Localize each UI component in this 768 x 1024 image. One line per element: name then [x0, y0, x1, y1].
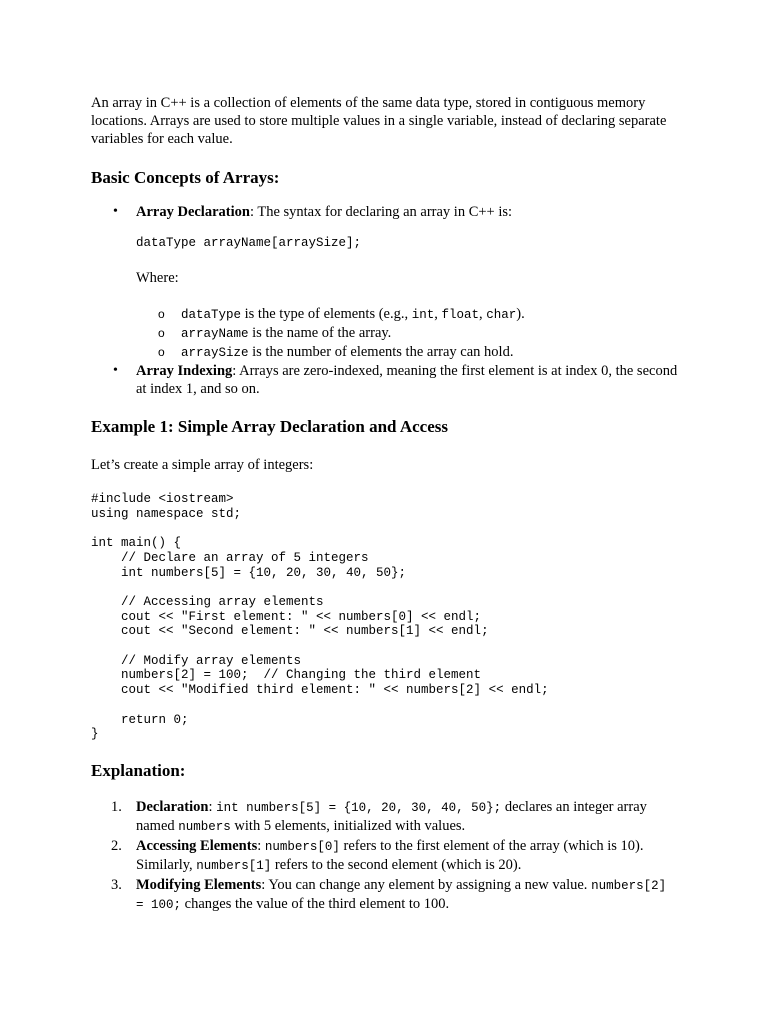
declaration-line	[136, 203, 681, 221]
item-term: Declaration	[136, 798, 209, 815]
bullet-icon: •	[113, 204, 118, 219]
list-item-text: ,	[479, 306, 487, 322]
indexing-line	[136, 362, 681, 398]
item-term: Modifying Elements	[136, 876, 262, 893]
list-number: 3.	[111, 876, 122, 893]
list-item	[91, 798, 681, 837]
intro-paragraph: An array in C++ is a collection of elements of the same data type, stored in contiguous memory locations. Arrays are used to store multiple values in a single variable, instead of declaring separate variables for each value.	[91, 95, 667, 147]
explanation-heading: Explanation:	[91, 760, 186, 780]
code-block: #include <iostream> using namespace std; int main() { // Declare an array of 5 integers int numbers[5] = {10, 20, 30, 40, 50}; // Accessing array elements cout << "First element: " << numbers[0] << endl; cout << "Second element: " << numbers[1] << endl; // Modify array elements numbers[2] = 100; // Changing the third element cout << "Modified third element: " << numbers[2] << endl; return 0; }	[91, 492, 549, 742]
list-item	[91, 876, 681, 915]
declaration-syntax-code: dataType arrayName[arraySize];	[136, 236, 362, 250]
inline-code: int	[411, 308, 435, 322]
inline-code: int numbers[5] = {10, 20, 30, 40, 50};	[216, 800, 502, 815]
list-item	[136, 324, 681, 343]
item-text: with 5 elements, initialized with values.	[230, 818, 466, 835]
inline-code: arrayName	[181, 327, 249, 341]
declaration-term: Array Declaration	[136, 204, 250, 220]
item-text: declares an integer array named	[136, 798, 647, 835]
where-label: Where:	[136, 270, 179, 286]
inline-code: dataType	[181, 308, 242, 322]
inline-code: char	[486, 308, 517, 322]
syntax-parts-list	[136, 305, 681, 362]
explanation-list	[91, 798, 681, 915]
inline-code: numbers[0]	[264, 839, 340, 854]
inline-code: numbers[2] = 100;	[136, 878, 667, 913]
sub-bullet-icon: o	[158, 307, 165, 321]
example-heading: Example 1: Simple Array Declaration and Access	[91, 417, 448, 436]
list-item-text: is the number of elements the array can hold.	[248, 344, 514, 360]
item-text: :	[257, 837, 265, 854]
list-item	[136, 305, 681, 324]
item-text: changes the value of the third element to 100.	[181, 896, 450, 913]
item-text: : You can change any element by assigning a new value.	[261, 876, 592, 893]
list-number: 2.	[111, 837, 122, 854]
list-number: 1.	[111, 798, 122, 815]
list-item-text: is the name of the array.	[248, 325, 392, 341]
list-item	[91, 837, 681, 876]
list-item	[136, 343, 681, 362]
inline-code: float	[441, 308, 480, 322]
item-text: :	[208, 798, 217, 815]
item-text: refers to the second element (which is 20).	[271, 857, 522, 874]
list-item-array-indexing	[91, 362, 681, 398]
inline-code: numbers[1]	[196, 859, 272, 874]
declaration-text: : The syntax for declaring an array in C++ is:	[249, 204, 513, 220]
item-text: refers to the first element of the array (which is 10). Similarly,	[136, 837, 644, 874]
inline-code: numbers	[178, 820, 231, 835]
document-body	[91, 94, 681, 915]
bullet-icon: •	[113, 363, 118, 378]
example-lead: Let’s create a simple array of integers:	[91, 457, 314, 473]
inline-code: arraySize	[181, 346, 249, 360]
list-item-text: is the type of elements (e.g.,	[241, 306, 412, 322]
sub-bullet-icon: o	[158, 345, 165, 359]
item-term: Accessing Elements	[136, 837, 258, 854]
sub-bullet-icon: o	[158, 326, 165, 340]
indexing-term: Array Indexing	[136, 363, 233, 379]
list-item-text: ,	[434, 306, 442, 322]
basic-concepts-heading: Basic Concepts of Arrays:	[91, 168, 280, 187]
list-item-text: ).	[516, 306, 525, 322]
list-item-array-declaration	[91, 203, 681, 362]
concepts-list	[91, 203, 681, 398]
indexing-text: : Arrays are zero-indexed, meaning the first element is at index 0, the second at index 1, and so on.	[136, 363, 678, 397]
